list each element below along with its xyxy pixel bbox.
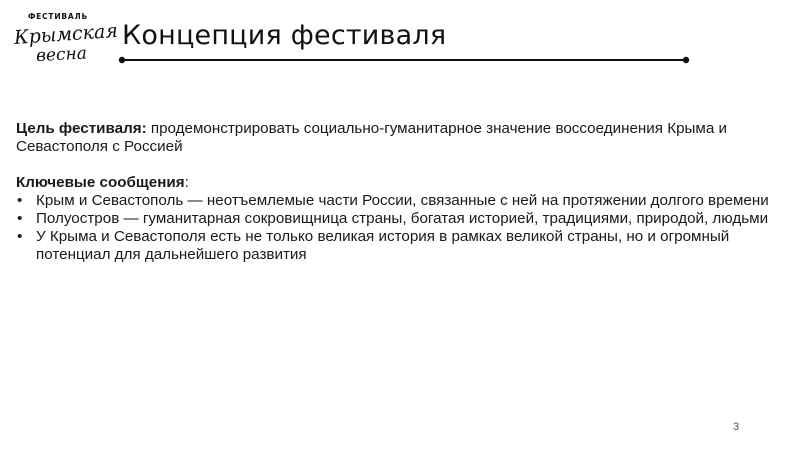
bullet-icon: • (17, 192, 23, 209)
page-number: 3 (733, 421, 740, 433)
logo-line2: весна (35, 43, 88, 67)
logo-top-text: ФЕСТИВАЛЬ (27, 12, 89, 21)
messages-label: Ключевые сообщения (16, 174, 185, 191)
list-item (16, 210, 786, 228)
list-item-text: Полуостров — гуманитарная сокровищница страны, богатая историей, традициями, природой, людьми (36, 210, 769, 227)
list-item-text: У Крыма и Севастополя есть не только великая история в рамках великой страны, но и огромный потенциал для дальнейшего развития (36, 228, 730, 263)
messages-heading (16, 174, 786, 192)
list-item-text: Крым и Севастополь — неотъемлемые части России, связанные с ней на протяжении долгого времени (36, 192, 769, 209)
bullet-icon: • (17, 210, 23, 227)
title-divider (118, 52, 690, 62)
goal-text: продемонстрировать социально-гуманитарное значение воссоединения Крыма и Севастополя с Россией (16, 120, 728, 155)
goal-paragraph (16, 120, 786, 156)
bullet-icon: • (17, 228, 23, 245)
logo-line1: Крымская (13, 19, 119, 50)
list-item (16, 192, 786, 210)
slide-body (16, 120, 786, 264)
messages-colon: : (184, 174, 189, 191)
festival-logo (10, 8, 119, 67)
messages-list (16, 192, 786, 264)
list-item (16, 228, 786, 264)
goal-label: Цель фестиваля: (16, 120, 147, 137)
page-title: Концепция фестиваля (122, 20, 447, 51)
